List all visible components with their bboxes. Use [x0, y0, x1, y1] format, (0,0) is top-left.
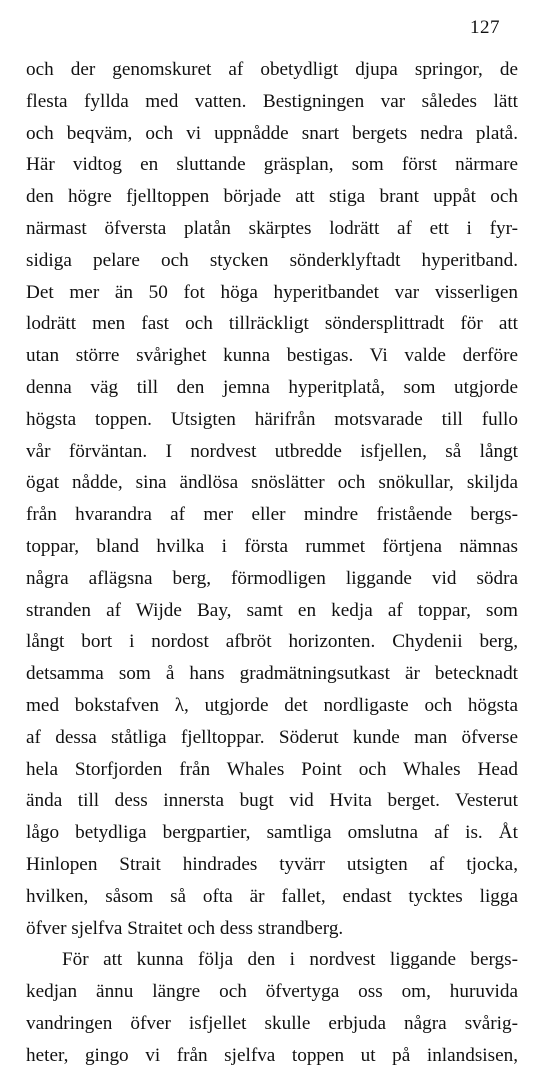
text-line: från hvarandra af mer eller mindre fristående bergs- — [26, 504, 518, 526]
text-line: hvilken, såsom så ofta är fallet, endast tycktes ligga — [26, 885, 518, 907]
text-line: hela Storfjorden från Whales Point och Whales Head — [26, 758, 518, 780]
text-line: och der genomskuret af obetydligt djupa springor, de — [26, 59, 518, 80]
text-line: och beqväm, och vi uppnådde snart bergets nedra platå. — [26, 122, 518, 144]
text-line: öfver sjelfva Straitet och dess strandberg. — [26, 917, 344, 939]
text-line: denna väg till den jemna hyperitplatå, som utgjorde — [26, 376, 518, 398]
text-line: kedjan ännu längre och öfvertyga oss om, huruvida — [26, 981, 518, 1003]
text-line: närmast öfversta platån skärptes lodrätt af ett i fyr- — [26, 217, 518, 239]
text-line: vår förväntan. I nordvest utbredde isfjellen, så långt — [26, 440, 518, 462]
text-line: ända till dess innersta bugt vid Hvita berget. Vesterut — [26, 790, 518, 812]
text-line: med bokstafven λ, utgjorde det nordligaste och högsta — [26, 694, 518, 716]
text-line: sidiga pelare och stycken sönderklyftadt hyperitband. — [26, 249, 518, 271]
text-line: utan större svårighet kunna bestigas. Vi valde derföre — [26, 345, 518, 367]
text-line: Här vidtog en sluttande gräsplan, som först närmare — [26, 154, 518, 176]
text-line: toppar, bland hvilka i första rummet förtjena nämnas — [26, 535, 518, 557]
text-line: några aflägsna berg, förmodligen liggande vid södra — [26, 567, 518, 589]
body-text — [26, 54, 518, 1072]
text-line: flesta fyllda med vatten. Bestigningen var således lätt — [26, 90, 518, 112]
text-line: högsta toppen. Utsigten härifrån motsvarade till fullo — [26, 408, 518, 430]
text-line: För att kunna följa den i nordvest liggande bergs- — [62, 949, 518, 971]
text-line: lodrätt men fast och tillräckligt söndersplittradt för att — [26, 313, 518, 335]
text-line: detsamma som å hans gradmätningsutkast är betecknadt — [26, 663, 518, 685]
text-line: af dessa ståtliga fjelltoppar. Söderut kunde man öfverse — [26, 726, 518, 748]
text-line: vandringen öfver isfjellet skulle erbjuda några svårig- — [26, 1012, 518, 1034]
text-line: långt bort i nordost afbröt horizonten. Chydenii berg, — [26, 631, 518, 653]
text-line: lågo betydliga bergpartier, samtliga omslutna af is. Åt — [26, 822, 518, 844]
text-line: ögat nådde, sina ändlösa snöslätter och snökullar, skiljda — [26, 472, 518, 494]
text-line: heter, gingo vi från sjelfva toppen ut på inlandsisen, — [26, 1044, 518, 1066]
text-line: stranden af Wijde Bay, samt en kedja af toppar, som — [26, 599, 518, 621]
page-number: 127 — [470, 17, 500, 38]
text-line: den högre fjelltoppen började att stiga brant uppåt och — [26, 186, 518, 208]
text-line: Hinlopen Strait hindrades tyvärr utsigten af tjocka, — [26, 853, 518, 875]
text-line: Det mer än 50 fot höga hyperitbandet var visserligen — [26, 281, 518, 303]
